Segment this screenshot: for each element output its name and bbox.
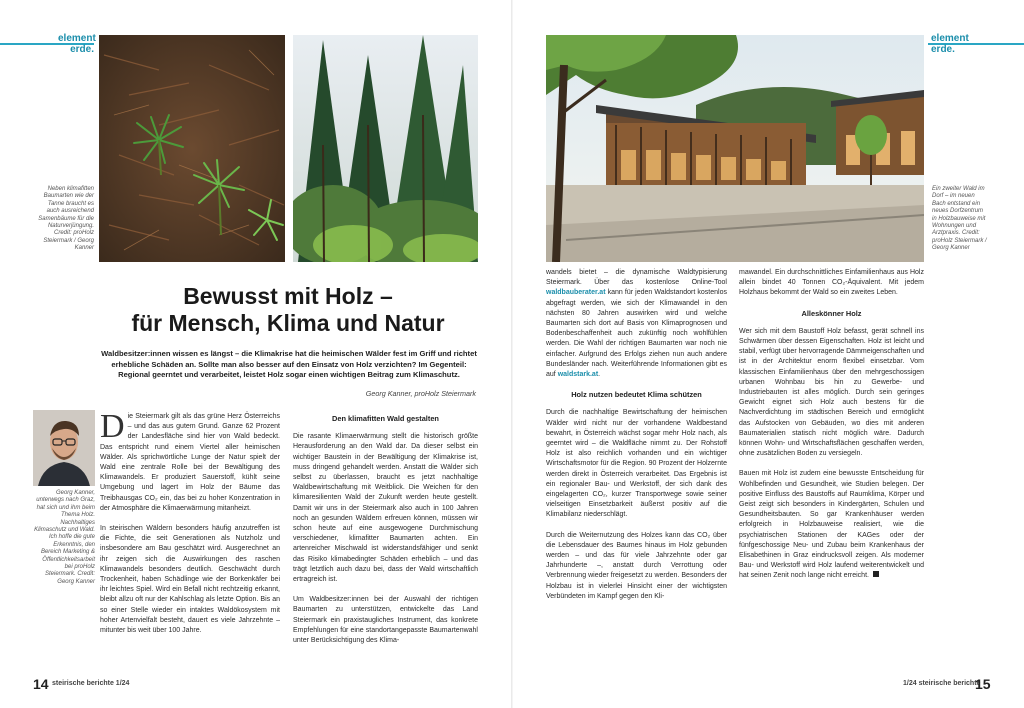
col4-p3-text: Bauen mit Holz ist zudem eine bewusste Entscheidung für Wohlbefinden und Gesundheit, wie Studien belegen. Der positive Einfluss des Baustoffs auf Raumklima, Körper und Geist zeigt sich besonders in Kindergärten, Schulen und Gesundheitsbauten. So gar Krankenhäuser werden erfolgreich in Holzbauweise realisiert, wie die psychiatrischen Stationen der KAGes oder der fünfgeschossige Neu- und Zubau beim Krankenhaus der Elisabethinen in Graz eindrucksvoll zeigen. Als moderner Bau- und Werkstoff wird Holz laufend weiterentwickelt und hat seinen Zenit noch lange nicht erreicht. [739, 470, 924, 580]
section-heading-klimafit: Den klimafitten Wald gestalten [332, 414, 439, 423]
article-title [98, 283, 478, 337]
forest-photo [293, 35, 478, 262]
article-lead: Waldbesitzer:innen wissen es längst – die Klimakrise hat die heimischen Wälder fest im Griff und richtet erhebliche Schäden an. Sollte man also besser auf den Einsatz von Holz verzichten? Im Gegenteil: Regional geerntet und verarbeitet, leistet Holz sogar einen wichtigen Beitrag zum Klimaschutz. [101, 349, 477, 380]
col1-paragraph-2: In steirischen Wäldern besonders häufig anzutreffen ist die Fichte, die seit Generationen als Nutzholz und insbesondere am Bau geschätzt wird. Ausgerechnet an ihr zeigen sich die Auswirkungen des raschen Klimawandels besonders deutlich. Geschwächt durch Trockenheit, haben Schädlinge wie der Borkenkäfer bei ihr leichtes Spiel. Wird ein Befall nicht rechtzeitig erkannt, bleibt allzu oft nur der Kahlschlag als letzte Option. Bis an so einer Stelle wieder ein intaktes Waldökosystem mit hoher Artenvielfalt besteht, dauert es viele Jahrzehnte – mitunter bis weit über 100 Jahre. [100, 525, 280, 635]
title-line2: für Mensch, Klima und Natur [131, 310, 445, 336]
seedlings-caption: Neben klimafitten Baumarten wie der Tanne braucht es auch ausreichend Samenbäume für die Naturverjüngung. Credit: proHolz Steiermark / Georg Kanner [38, 186, 94, 252]
end-of-article-mark [873, 571, 879, 577]
col4-paragraph-1: mawandel. Ein durchschnittliches Einfamilienhaus aus Holz allein bindet 40 Tonnen CO₂-Äquivalent. Mit jedem Holzhaus bekommt der Wald so ein zweites Leben. [739, 269, 924, 297]
section-heading-holz-nutzen: Holz nutzen bedeutet Klima schützen [571, 390, 702, 400]
portrait-caption: Georg Kanner, unterwegs nach Graz, hat sich und ihm beim Thema Holz. Nachhaltiges Klimaschutz und Wald. Ich hoffe die gute Erkenntnis, den Bereich Marketing & Öffentlichkeitsarbeit bei proHolz Steiermark. Credit: Georg Kanner [34, 490, 95, 585]
col3-paragraph-3: Durch die Weiternutzung des Holzes kann das CO₂ über die Lebensdauer des Baumes hinaus im Holz gebunden werden – und das für viele Jahrzehnte oder gar Jahrhunderte –, anstatt durch Verrottung oder Verbrennung wieder freigesetzt zu werden. Besonders der Holzbau ist in vielerlei Hinsicht einer der wichtigsten Verbündeten im Kampf gegen den Kli- [546, 531, 727, 600]
brand-line2: erde. [931, 44, 955, 55]
drop-cap: D [100, 408, 125, 445]
waldbauberater-link[interactable]: waldbauberater.at [546, 289, 606, 297]
brand-mark-right [931, 33, 969, 55]
col1-p1-text: ie Steiermark gilt als das grüne Herz Österreichs – und das aus gutem Grund. Ganze 62 Prozent der Landesfläche sind hier von Wald bedeckt. Das entspricht rund einem Viertel aller heimischen Wälder. Als sprichwörtliche Lunge der Natur spielt der Wald eine zentrale Rolle bei der Bewältigung des Klimawandels. Er produziert Sauerstoff, kühlt seine Umgebung und lagert im Holz der Bäume das Treibhausgas CO₂ ein, das bei zu hoher Konzentration in der Atmosphäre die Klimaerwärmung mitanheizt. [100, 413, 280, 512]
brand-line1: element [931, 33, 969, 44]
col3-paragraph-2: Durch die nachhaltige Bewirtschaftung der heimischen Wälder wird nicht nur der vorhandene Waldbestand bewahrt, in Österreich wächst sogar mehr Holz nach, als geerntet wird – die Waldfläche nimmt zu. Der Rohstoff Holz ist also reichlich vorhanden und ein wichtiger Wirtschaftsmotor für die Region. 90 Prozent der Holzernte werden direkt in Österreich verarbeitet. Das Ergebnis ist ein regionaler Bau- und Werkstoff, der sich dank des eingelagerten CO₂, kurzer Transportwege sowie seiner vielseitigen Einsetzbarkeit äußerst positiv auf die Klimabilanz niederschlägt. [546, 409, 727, 519]
col3-paragraph-1 [546, 268, 727, 380]
col3-p1-b: kann für jeden Waldstandort kostenlos abgefragt werden, wie sich der Klimawandel in den nächsten 80 Jahren auswirken wird und welche Baumarten sich dort auf Basis von Klimaprognosen und Bodenbeschaffenheit auch zukünftig noch wohlfühlen werden. Die Wahl der richtigen Baumarten war noch nie einfacher. Aufgrund des Erfolgs ziehen nun auch andere Bundesländer nach. Weiterführende Informationen gibt es auf [546, 289, 727, 379]
brand-line2: erde. [70, 44, 94, 55]
brand-line1: element [58, 33, 96, 44]
title-line1: Bewusst mit Holz – [183, 283, 393, 309]
article-column-2 [293, 412, 478, 656]
brand-mark-left [58, 33, 94, 55]
article-column-4 [739, 268, 924, 592]
page-number-right: 15 [975, 676, 991, 692]
spread-gutter [511, 0, 513, 708]
article-byline: Georg Kanner, proHolz Steiermark [365, 389, 476, 398]
waldstark-link[interactable]: waldstark.at [557, 371, 599, 379]
footer-right-text: 1/24 steirische berichte [903, 680, 981, 687]
section-heading-alleskoenner: Alleskönner Holz [801, 308, 862, 318]
article-column-3 [546, 268, 727, 612]
timber-building-photo [546, 35, 924, 262]
col2-paragraph-1: Die rasante Klimaerwärmung stellt die historisch größte Herausforderung an den Wald dar. Da dieser selbst ein wichtiger Baustein in der Bewältigung der Klimakrise ist, muss dringend gehandelt werden. Anstatt die Wälder sich selbst zu überlassen, braucht es jetzt nachhaltige Waldbewirtschaftung mit Weitblick. Die Weichen für den klimaresilienten Wald der Zukunft werden heute gestellt. Damit wir uns in der Steiermark also auch in 100 Jahren noch an gesunden Wäldern erfreuen können, müssen wir schon heute auf eine ausgewogene Durchmischung verschiedener, klimafitter Baumarten achten. Ein artenreicher Mischwald ist widerstandsfähiger und senkt das Risiko klimabedingter Schäden erheblich – und das trägt letztlich auch dazu bei, dass der Wald wirtschaftlich ertragreich ist. [293, 433, 478, 584]
article-column-1 [100, 408, 280, 646]
col4-paragraph-2: Wer sich mit dem Baustoff Holz befasst, gerät schnell ins Schwärmen über dessen Eigenschaften. Holz ist leicht und stabil, verfügt über hervorragende Dämmeigenschaften und ist in der Architektur enorm flexibel einsetzbar. Vom klassischen Einfamilienhaus über den mehrgeschossigen urbanen Wohnbau bis hin zu Gewerbe- und Industriebauten ist alles möglich. Durch sein geringes Gewicht eignet sich Holz auch bestens für die Nachverdichtung im städtischen Bereich und ermöglicht das Aufstocken von Gebäuden, wo dies mit anderen Baumaterialien statisch nicht möglich wäre. Dadurch können Wohn- und Wirtschaftsflächen geschaffen werden, ohne zusätzlichen Boden zu versiegeln. [739, 327, 924, 458]
col1-paragraph-1 [100, 408, 280, 514]
page-number-left: 14 [33, 676, 49, 692]
col4-paragraph-3 [739, 469, 924, 581]
author-portrait [33, 410, 95, 486]
seedlings-photo [99, 35, 285, 262]
col2-paragraph-2: Um Waldbesitzer:innen bei der Auswahl der richtigen Baumarten zu unterstützen, entwickelte das Land Steiermark ein praxistaugliches Instrument, das konkrete Empfehlungen für eine standortangepasste Baumartenwahl unter Berücksichtigung des Klima- [293, 596, 478, 645]
building-caption: Ein zweiter Wald im Dorf – im neuen Bach entstand ein neues Dorfzentrum in Holzbauweise mit Wohnungen und Arztpraxis. Credit: proHolz Steiermark / Georg Kanner [932, 186, 987, 252]
footer-left-text: steirische berichte 1/24 [52, 680, 130, 687]
col3-p1-a: wandels bietet – die dynamische Waldtypisierung Steiermark. Über das kostenlose Online-Tool [546, 269, 727, 287]
col3-p1-c: . [598, 371, 601, 379]
